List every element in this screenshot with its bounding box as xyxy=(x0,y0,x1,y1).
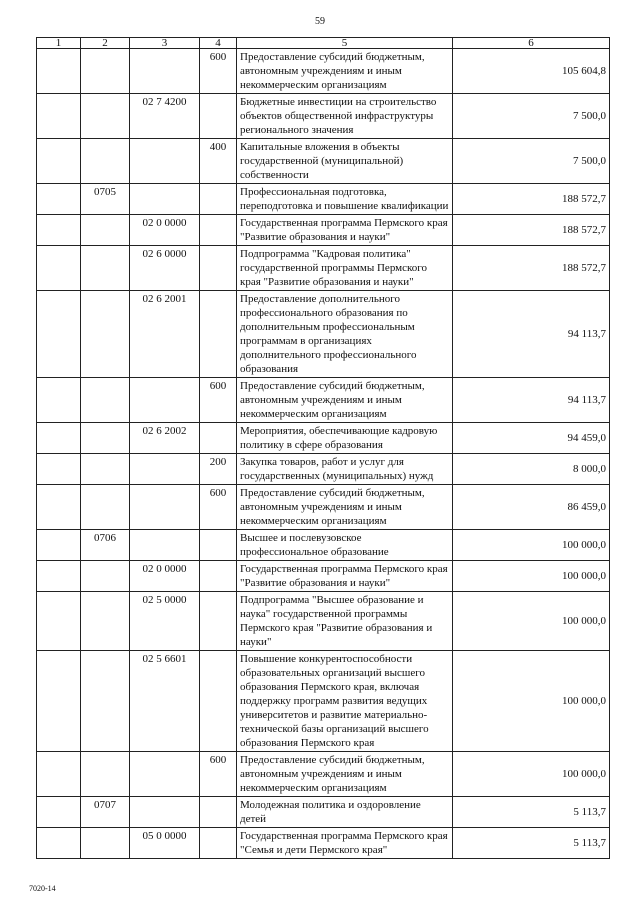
target-article-cell: 02 7 4200 xyxy=(130,94,200,139)
row-number-cell xyxy=(37,49,81,94)
amount-cell: 7 500,0 xyxy=(453,139,610,184)
amount-cell: 100 000,0 xyxy=(453,752,610,797)
amount-cell: 7 500,0 xyxy=(453,94,610,139)
row-number-cell xyxy=(37,215,81,246)
expense-type-cell: 600 xyxy=(200,49,237,94)
expense-type-cell xyxy=(200,246,237,291)
expense-type-cell xyxy=(200,561,237,592)
table-row xyxy=(37,215,610,246)
section-code-cell xyxy=(81,592,130,651)
description-cell: Подпрограмма "Кадровая политика" государственной программы Пермского края "Развитие образования и науки" xyxy=(237,246,453,291)
row-number-cell xyxy=(37,184,81,215)
table-row xyxy=(37,378,610,423)
section-code-cell xyxy=(81,423,130,454)
row-number-cell xyxy=(37,752,81,797)
expense-type-cell: 600 xyxy=(200,485,237,530)
target-article-cell xyxy=(130,454,200,485)
expense-type-cell xyxy=(200,291,237,378)
amount-cell: 86 459,0 xyxy=(453,485,610,530)
target-article-cell xyxy=(130,139,200,184)
target-article-cell: 02 5 0000 xyxy=(130,592,200,651)
section-code-cell xyxy=(81,828,130,859)
section-code-cell xyxy=(81,291,130,378)
amount-cell: 100 000,0 xyxy=(453,561,610,592)
expense-type-cell xyxy=(200,530,237,561)
section-code-cell xyxy=(81,454,130,485)
amount-cell: 105 604,8 xyxy=(453,49,610,94)
header-cell: 5 xyxy=(237,38,453,49)
table-row xyxy=(37,651,610,752)
table-header-row xyxy=(37,38,610,49)
section-code-cell: 0707 xyxy=(81,797,130,828)
section-code-cell xyxy=(81,246,130,291)
description-cell: Бюджетные инвестиции на строительство объектов общественной инфраструктуры регионального значения xyxy=(237,94,453,139)
row-number-cell xyxy=(37,651,81,752)
row-number-cell xyxy=(37,94,81,139)
document-code: 7020-14 xyxy=(29,884,56,893)
expense-type-cell xyxy=(200,423,237,454)
description-cell: Закупка товаров, работ и услуг для государственных (муниципальных) нужд xyxy=(237,454,453,485)
expense-type-cell: 600 xyxy=(200,752,237,797)
description-cell: Высшее и послевузовское профессиональное образование xyxy=(237,530,453,561)
target-article-cell xyxy=(130,378,200,423)
description-cell: Повышение конкурентоспособности образовательных организаций высшего образования Пермского края, включая поддержку программ развития ведущих университетов и развитие материально-технической базы организаций высшего образования Пермского края xyxy=(237,651,453,752)
row-number-cell xyxy=(37,485,81,530)
section-code-cell xyxy=(81,378,130,423)
description-cell: Государственная программа Пермского края "Семья и дети Пермского края" xyxy=(237,828,453,859)
amount-cell: 5 113,7 xyxy=(453,828,610,859)
row-number-cell xyxy=(37,561,81,592)
target-article-cell: 02 6 0000 xyxy=(130,246,200,291)
table-row xyxy=(37,530,610,561)
table-row xyxy=(37,94,610,139)
amount-cell: 100 000,0 xyxy=(453,530,610,561)
row-number-cell xyxy=(37,291,81,378)
section-code-cell xyxy=(81,49,130,94)
table-row xyxy=(37,828,610,859)
amount-cell: 100 000,0 xyxy=(453,651,610,752)
target-article-cell: 05 0 0000 xyxy=(130,828,200,859)
expense-type-cell xyxy=(200,184,237,215)
target-article-cell xyxy=(130,49,200,94)
expense-type-cell xyxy=(200,592,237,651)
description-cell: Капитальные вложения в объекты государственной (муниципальной) собственности xyxy=(237,139,453,184)
section-code-cell xyxy=(81,651,130,752)
section-code-cell xyxy=(81,561,130,592)
description-cell: Предоставление субсидий бюджетным, автономным учреждениям и иным некоммерческим организациям xyxy=(237,752,453,797)
amount-cell: 100 000,0 xyxy=(453,592,610,651)
expense-type-cell xyxy=(200,215,237,246)
expense-type-cell xyxy=(200,797,237,828)
table-row xyxy=(37,485,610,530)
budget-table xyxy=(36,37,610,859)
amount-cell: 94 459,0 xyxy=(453,423,610,454)
amount-cell: 94 113,7 xyxy=(453,291,610,378)
header-cell: 2 xyxy=(81,38,130,49)
target-article-cell xyxy=(130,184,200,215)
header-cell: 4 xyxy=(200,38,237,49)
target-article-cell: 02 6 2002 xyxy=(130,423,200,454)
expense-type-cell: 200 xyxy=(200,454,237,485)
target-article-cell: 02 5 6601 xyxy=(130,651,200,752)
amount-cell: 188 572,7 xyxy=(453,184,610,215)
target-article-cell: 02 6 2001 xyxy=(130,291,200,378)
table-row xyxy=(37,423,610,454)
description-cell: Подпрограмма "Высшее образование и наука" государственной программы Пермского края "Развитие образования и науки" xyxy=(237,592,453,651)
description-cell: Государственная программа Пермского края "Развитие образования и науки" xyxy=(237,215,453,246)
target-article-cell xyxy=(130,485,200,530)
section-code-cell xyxy=(81,752,130,797)
target-article-cell xyxy=(130,752,200,797)
amount-cell: 5 113,7 xyxy=(453,797,610,828)
amount-cell: 188 572,7 xyxy=(453,215,610,246)
header-cell: 3 xyxy=(130,38,200,49)
row-number-cell xyxy=(37,246,81,291)
description-cell: Предоставление субсидий бюджетным, автономным учреждениям и иным некоммерческим организациям xyxy=(237,378,453,423)
section-code-cell xyxy=(81,94,130,139)
expense-type-cell xyxy=(200,828,237,859)
table-row xyxy=(37,561,610,592)
target-article-cell xyxy=(130,797,200,828)
row-number-cell xyxy=(37,423,81,454)
amount-cell: 188 572,7 xyxy=(453,246,610,291)
description-cell: Молодежная политика и оздоровление детей xyxy=(237,797,453,828)
description-cell: Государственная программа Пермского края "Развитие образования и науки" xyxy=(237,561,453,592)
expense-type-cell: 400 xyxy=(200,139,237,184)
section-code-cell xyxy=(81,485,130,530)
row-number-cell xyxy=(37,797,81,828)
description-cell: Мероприятия, обеспечивающие кадровую политику в сфере образования xyxy=(237,423,453,454)
expense-type-cell: 600 xyxy=(200,378,237,423)
table-row xyxy=(37,291,610,378)
table-row xyxy=(37,246,610,291)
description-cell: Предоставление субсидий бюджетным, автономным учреждениям и иным некоммерческим организациям xyxy=(237,49,453,94)
table-row xyxy=(37,49,610,94)
table-row xyxy=(37,454,610,485)
description-cell: Профессиональная подготовка, переподготовка и повышение квалификации xyxy=(237,184,453,215)
table-row xyxy=(37,184,610,215)
amount-cell: 8 000,0 xyxy=(453,454,610,485)
description-cell: Предоставление субсидий бюджетным, автономным учреждениям и иным некоммерческим организациям xyxy=(237,485,453,530)
amount-cell: 94 113,7 xyxy=(453,378,610,423)
header-cell: 6 xyxy=(453,38,610,49)
row-number-cell xyxy=(37,139,81,184)
header-cell: 1 xyxy=(37,38,81,49)
section-code-cell xyxy=(81,215,130,246)
row-number-cell xyxy=(37,828,81,859)
row-number-cell xyxy=(37,454,81,485)
target-article-cell: 02 0 0000 xyxy=(130,215,200,246)
row-number-cell xyxy=(37,530,81,561)
table-row xyxy=(37,797,610,828)
expense-type-cell xyxy=(200,651,237,752)
row-number-cell xyxy=(37,378,81,423)
section-code-cell xyxy=(81,139,130,184)
target-article-cell: 02 0 0000 xyxy=(130,561,200,592)
row-number-cell xyxy=(37,592,81,651)
target-article-cell xyxy=(130,530,200,561)
table-row xyxy=(37,752,610,797)
section-code-cell: 0705 xyxy=(81,184,130,215)
table-row xyxy=(37,592,610,651)
section-code-cell: 0706 xyxy=(81,530,130,561)
table-row xyxy=(37,139,610,184)
page-number: 59 xyxy=(315,16,325,27)
expense-type-cell xyxy=(200,94,237,139)
description-cell: Предоставление дополнительного профессионального образования по дополнительным профессиональным программам в организациях дополнительного профессионального образования xyxy=(237,291,453,378)
